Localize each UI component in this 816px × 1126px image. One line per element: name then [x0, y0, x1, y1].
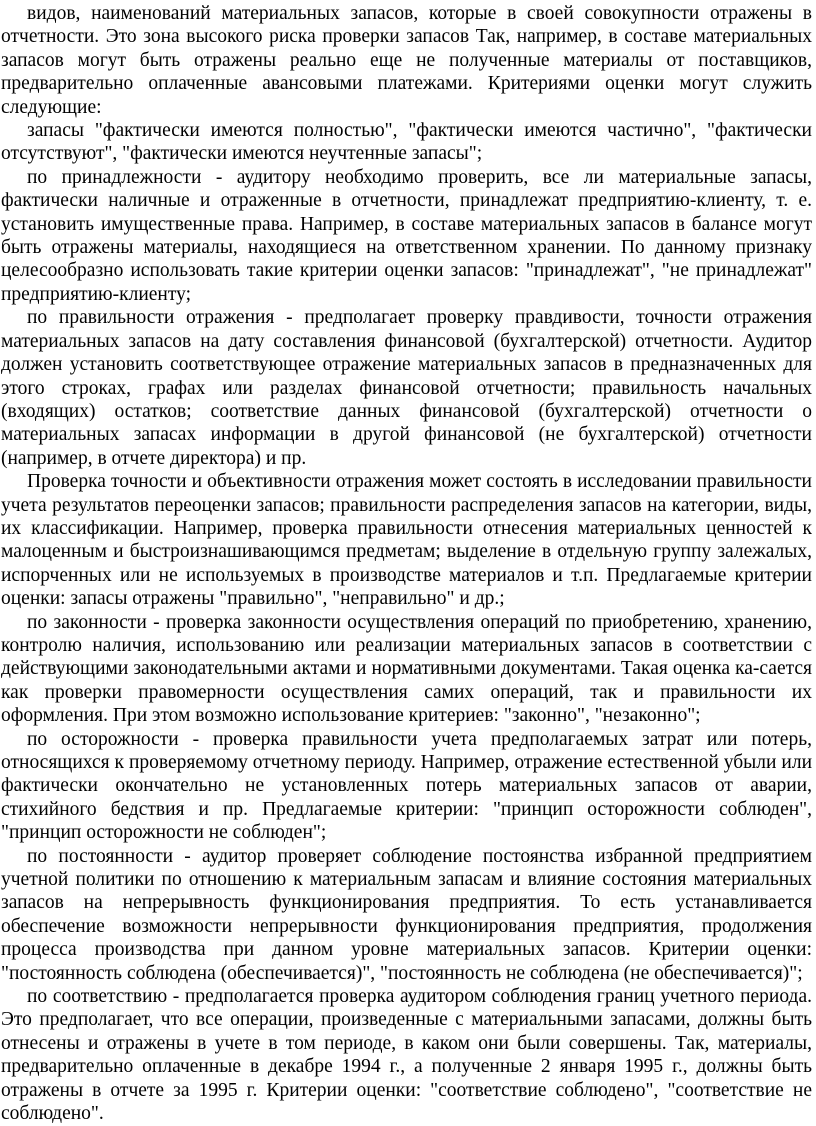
paragraph-accuracy-check: Проверка точности и объективности отражения может состоять в исследовании правильности учета результатов переоценки запасов; правильности распределения запасов на категории, виды, их классификации. Например, проверка правильности отнесения материальных ценностей к малоценным и быстроизнашивающимся предметам; выделение в отдельную группу залежалых, испорченных или не используемых в производстве материалов и т.п. Предлагаемые критерии оценки: запасы отражены "правильно", "неправильно" и др.;	[1, 471, 812, 610]
paragraph-legality: по законности - проверка законности осуществления операций по приобретению, хранению, контролю наличия, использованию или реализации материальных запасов в соответствии с действующими законодательными актами и нормативными документами. Такая оценка ка-сается как проверки правомерности осуществления самих операций, так и правильности их оформления. При этом возможно использование критериев: "законно", "незаконно";	[1, 611, 812, 727]
paragraph-continuation: видов, наименований материальных запасов, которые в своей совокупности отражены в отчетности. Это зона высокого риска проверки запасов Так, например, в составе материальных запасов могут быть отражены реально еще не полученные материалы от поставщиков, предварительно оплаченные авансовыми платежами. Критериями оценки могут служить следующие:	[1, 3, 812, 118]
paragraph-correct-reflection: по правильности отражения - предполагает проверку правдивости, точности отражения материальных запасов на дату составления финансовой (бухгалтерской) отчетности. Аудитор должен установить соответствующее отражение материальных запасов в предназначенных для этого строках, графах или разделах финансовой отчетности; правильность начальных (входящих) остатков; соответствие данных финансовой (бухгалтерской) отчетности о материальных запасах информации в другой финансовой (не бухгалтерской) отчетности (например, в отчете директора) и пр.	[1, 307, 812, 469]
paragraph-prudence: по осторожности - проверка правильности учета предполагаемых затрат или потерь, относящихся к проверяемому отчетному периоду. Например, отражение естественной убыли или фактически окончательно не установленных потерь материальных запасов от аварии, стихийного бедствия и пр. Предлагаемые критерии: "принцип осторожности соблюден", "принцип осторожности не соблюден";	[1, 728, 812, 844]
paragraph-correspondence: по соответствию - предполагается проверка аудитором соблюдения границ учетного периода. Это предполагает, что все операции, произведенные с материальными запасами, должны быть отнесены и отражены в учете в том периоде, в каком они были совершены. Так, материалы, предварительно оплаченные в декабре 1994 г., а полученные 2 января 1995 г., должны быть отражены в отчете за 1995 г. Критерии оценки: "соответствие соблюдено", "соответствие не соблюдено".	[1, 986, 812, 1125]
paragraph-consistency: по постоянности - аудитор проверяет соблюдение постоянства избранной предприятием учетной политики по отношению к материальным запасам и влияние состояния материальных запасов на непрерывность функционирования предприятия. То есть устанавливается обеспечение возможности непрерывности функционирования предприятия, продолжения процесса производства при данном уровне материальных запасов. Критерии оценки: "постоянность соблюдена (обеспечивается)", "постоянность не соблюдена (не обеспечивается)";	[1, 845, 812, 984]
paragraph-ownership: по принадлежности - аудитору необходимо проверить, все ли материальные запасы, фактически наличные и отраженные в отчетности, принадлежат предприятию-клиенту, т. е. установить имущественные права. Например, в составе материальных запасов в балансе могут быть отражены материалы, находящиеся на ответственном хранении. По данному признаку целесообразно использовать такие критерии оценки запасов: "принадлежат", "не принадлежат" предприятию-клиенту;	[1, 166, 812, 305]
paragraph-criteria-presence: запасы "фактически имеются полностью", "фактически имеются частично", "фактически отсутствуют", "фактически имеются неучтенные запасы";	[1, 120, 812, 165]
